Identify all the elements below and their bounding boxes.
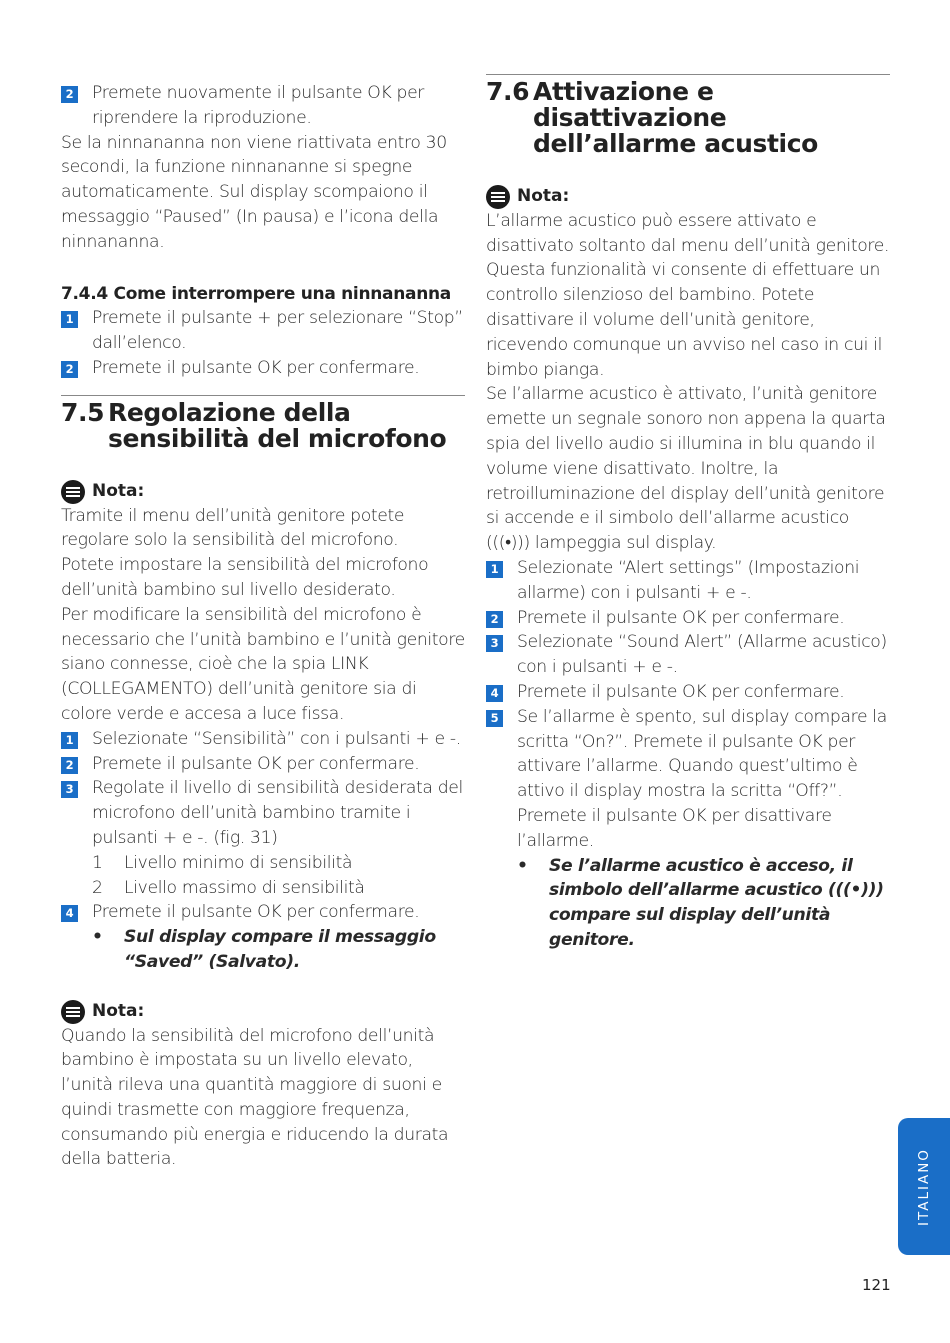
section-number: 7.5: [61, 397, 105, 427]
step-text: Premete il pulsante + per selezionare “Stop” dall’elenco.: [92, 308, 463, 354]
step-text: Se l’allarme è spento, sul display compare la scritta “On?”. Premete il pulsante OK per attivare l’allarme. Quando quest’ultimo è attivo il display mostra la scritta “Off?”. Premete il pulsante OK per disattivare l’allarme.: [517, 706, 887, 851]
step-text: Premete il pulsante OK per confermare.: [92, 902, 420, 923]
sensitivity-step-4: [61, 900, 465, 925]
step-text: Regolate il livello di sensibilità desiderata del microfono dell’unità bambino tramite i pulsanti + e -. (fig. 31): [92, 778, 463, 848]
step-text: Premete il pulsante OK per confermare.: [92, 357, 420, 378]
step-number-badge: 1: [61, 311, 78, 328]
bullet-text: Sul display compare il messaggio “Saved” (Salvato).: [124, 927, 436, 972]
section-number: 7.6: [486, 77, 530, 106]
bullet-mark: •: [517, 855, 528, 876]
section-title: Regolazione della sensibilità del microfono: [108, 397, 447, 453]
step-text: Premete il pulsante OK per confermare.: [92, 753, 420, 774]
step-text: Premete nuovamente il pulsante OK per riprendere la riproduzione.: [92, 83, 425, 128]
sub-item-text: Livello massimo di sensibilità: [124, 877, 365, 898]
sub-item-number: 2: [92, 877, 103, 898]
note-label: Nota:: [92, 1000, 145, 1021]
bullet-text: Se l’allarme acustico è acceso, il simbolo dell’allarme acustico (((•))) compare sul display dell’unità genitore.: [549, 855, 884, 950]
step-text: Premete il pulsante OK per confermare.: [517, 681, 845, 702]
note-label: Nota:: [517, 186, 570, 206]
left-column: [61, 72, 465, 1172]
alarm-step-1: [486, 556, 890, 606]
note-icon: [61, 480, 85, 504]
sensitivity-step-1: [61, 727, 465, 752]
saved-bullet: [61, 925, 465, 975]
note-icon: [486, 185, 510, 209]
step-number-badge: 4: [61, 905, 78, 922]
sensitivity-step-2: [61, 752, 465, 777]
step-number-badge: 2: [486, 611, 503, 628]
stop-step-2: [61, 356, 465, 381]
sensitivity-step-3: [61, 776, 465, 850]
alarm-step-2: [486, 606, 890, 631]
step-text: Premete il pulsante OK per confermare.: [517, 607, 845, 628]
right-column: [486, 72, 890, 953]
sub-item-number: 1: [92, 852, 103, 873]
page-number: 121: [862, 1276, 891, 1294]
alarm-step-3: [486, 630, 890, 680]
note-heading: [61, 999, 465, 1024]
sub-item: [61, 876, 465, 901]
section-heading-7-5: [61, 395, 465, 452]
step-number-badge: 4: [486, 685, 503, 702]
section-heading-7-6: [486, 74, 890, 157]
step-text: Selezionate “Sound Alert” (Allarme acustico) con i pulsanti + e -.: [517, 632, 887, 678]
note-heading: [61, 479, 465, 504]
step-number-badge: 1: [486, 561, 503, 578]
note-line: L’allarme acustico può essere attivato e disattivato soltanto dal menu dell’unità genitore.: [486, 210, 890, 256]
lullaby-timeout-paragraph: Se la ninnananna non viene riattivata entro 30 secondi, la funzione ninnananne si spegne automaticamente. Sul display scompaiono il messaggio “Paused” (In pausa) e l’icona della ninnananna.: [61, 132, 447, 252]
language-label: ITALIANO: [916, 1147, 932, 1226]
note-text: Quando la sensibilità del microfono dell’unità bambino è impostata su un livello elevato, l’unità rileva una quantità maggiore di suoni e quindi trasmette con maggiore frequenza, consumando più energia e riducendo la durata della batteria.: [61, 1025, 449, 1170]
note-heading: [486, 184, 890, 209]
step-number-badge: 3: [61, 781, 78, 798]
step-number-badge: 1: [61, 732, 78, 749]
note-line: Potete impostare la sensibilità del microfono dell’unità bambino sul livello desiderato.: [61, 555, 429, 600]
step-number-badge: 2: [61, 757, 78, 774]
section-title: Attivazione e disattivazione dell’allarme acustico: [533, 77, 818, 158]
step-resume: [61, 81, 465, 131]
bullet-mark: •: [92, 927, 103, 948]
note-line: Tramite il menu dell’unità genitore potete regolare solo la sensibilità del microfono.: [61, 505, 405, 551]
note-line: Questa funzionalità vi consente di effettuare un controllo silenzioso del bambino. Potete disattivare il volume dell’unità genitore, ricevendo comunque un avviso nel caso in cui il bimbo pianga.: [486, 260, 883, 380]
sub-item: [61, 851, 465, 876]
step-text: Selezionate “Alert settings” (Impostazioni allarme) con i pulsanti + e -.: [517, 557, 860, 603]
sub-item-text: Livello minimo di sensibilità: [124, 852, 353, 873]
language-tab: [898, 1118, 950, 1255]
alarm-step-4: [486, 680, 890, 705]
step-number-badge: 2: [61, 361, 78, 378]
note-label: Nota:: [92, 480, 145, 501]
step-number-badge: 2: [61, 86, 78, 103]
note-line: Per modificare la sensibilità del microfono è necessario che l’unità bambino e l’unità genitore siano connesse, cioè che la spia LINK (COLLEGAMENTO) dell’unità genitore sia di colore verde e accesa a luce fissa.: [61, 604, 465, 724]
subsection-heading: 7.4.4 Come interrompere una ninnananna: [61, 283, 451, 304]
step-text: Selezionate “Sensibilità” con i pulsanti + e -.: [92, 728, 461, 749]
step-number-badge: 5: [486, 710, 503, 727]
note-line: Se l’allarme acustico è attivato, l’unità genitore emette un segnale sonoro non appena la quarta spia del livello audio si illumina in blu quando il volume viene disattivato. Inoltre, la retroilluminazione del display dell’unità genitore si accende e il simbolo dell’allarme acustico (((•))) lampeggia sul display.: [486, 384, 886, 554]
note-icon: [61, 1000, 85, 1024]
alarm-step-5: [486, 705, 890, 854]
step-number-badge: 3: [486, 635, 503, 652]
alarm-bullet: [486, 854, 890, 953]
stop-step-1: [61, 306, 465, 356]
